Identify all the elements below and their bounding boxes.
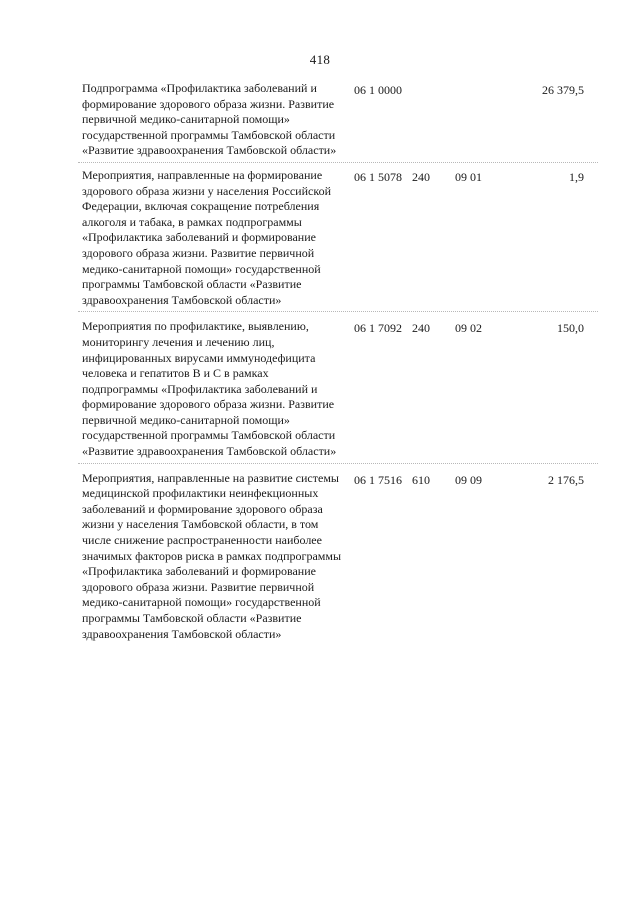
budget-table: [78, 80, 598, 645]
row-description: Мероприятия по профилактике, выявлению, мониторингу лечения и лечению лиц, инфицированных вирусами иммунодефицита человека и гепатитов В и С в рамках подпрограммы «Профилактика заболеваний и формирование здорового образа жизни. Развитие первичной медико-санитарной помощи» государственной программы Тамбовской области «Развитие здравоохранения Тамбовской области»: [82, 319, 337, 459]
target-article-code: 06 1 5078: [354, 169, 402, 184]
row-description: Подпрограмма «Профилактика заболеваний и формирование здорового образа жизни. Развитие первичной медико-санитарной помощи» государственной программы Тамбовской области «Развитие здравоохранения Тамбовской области»: [82, 81, 337, 158]
target-article-code: 06 1 7092: [354, 321, 402, 336]
page-number: 418: [309, 52, 331, 67]
section-subsection-code: 09 02: [455, 321, 482, 336]
table-row: [78, 470, 598, 646]
amount-value: 150,0: [557, 321, 584, 336]
target-article-code: 06 1 7516: [354, 472, 402, 487]
amount-value: 26 379,5: [542, 83, 584, 97]
table-row: [78, 318, 598, 463]
row-description: Мероприятия, направленные на развитие системы медицинской профилактики неинфекционных заболеваний и формирование здорового образа жизни у населения Тамбовской области, в том числе снижение распространенности наиболее значимых факторов риска в рамках подпрограммы «Профилактика заболеваний и формирование здорового образа жизни. Развитие первичной медико-санитарной помощи» государственной программы Тамбовской области «Развитие здравоохранения Тамбовской области»: [82, 470, 342, 641]
table-row: [78, 80, 598, 163]
expense-type-code: 240: [412, 321, 430, 336]
amount-value: 1,9: [569, 169, 584, 184]
amount-value: 2 176,5: [548, 472, 584, 487]
row-description: Мероприятия, направленные на формирование здорового образа жизни у населения Российской Федерации, включая сокращение потребления алкоголя и табака, в рамках подпрограммы «Профилактика заболеваний и формирование здорового образа жизни. Развитие первичной медико-санитарной помощи» государственной программы Тамбовской области «Развитие здравоохранения Тамбовской области»: [82, 167, 331, 307]
section-subsection-code: 09 09: [455, 472, 482, 487]
table-row: [78, 167, 598, 312]
expense-type-code: 610: [412, 472, 430, 487]
target-article-code: 06 1 0000: [354, 83, 402, 97]
section-subsection-code: 09 01: [455, 169, 482, 184]
expense-type-code: 240: [412, 169, 430, 184]
